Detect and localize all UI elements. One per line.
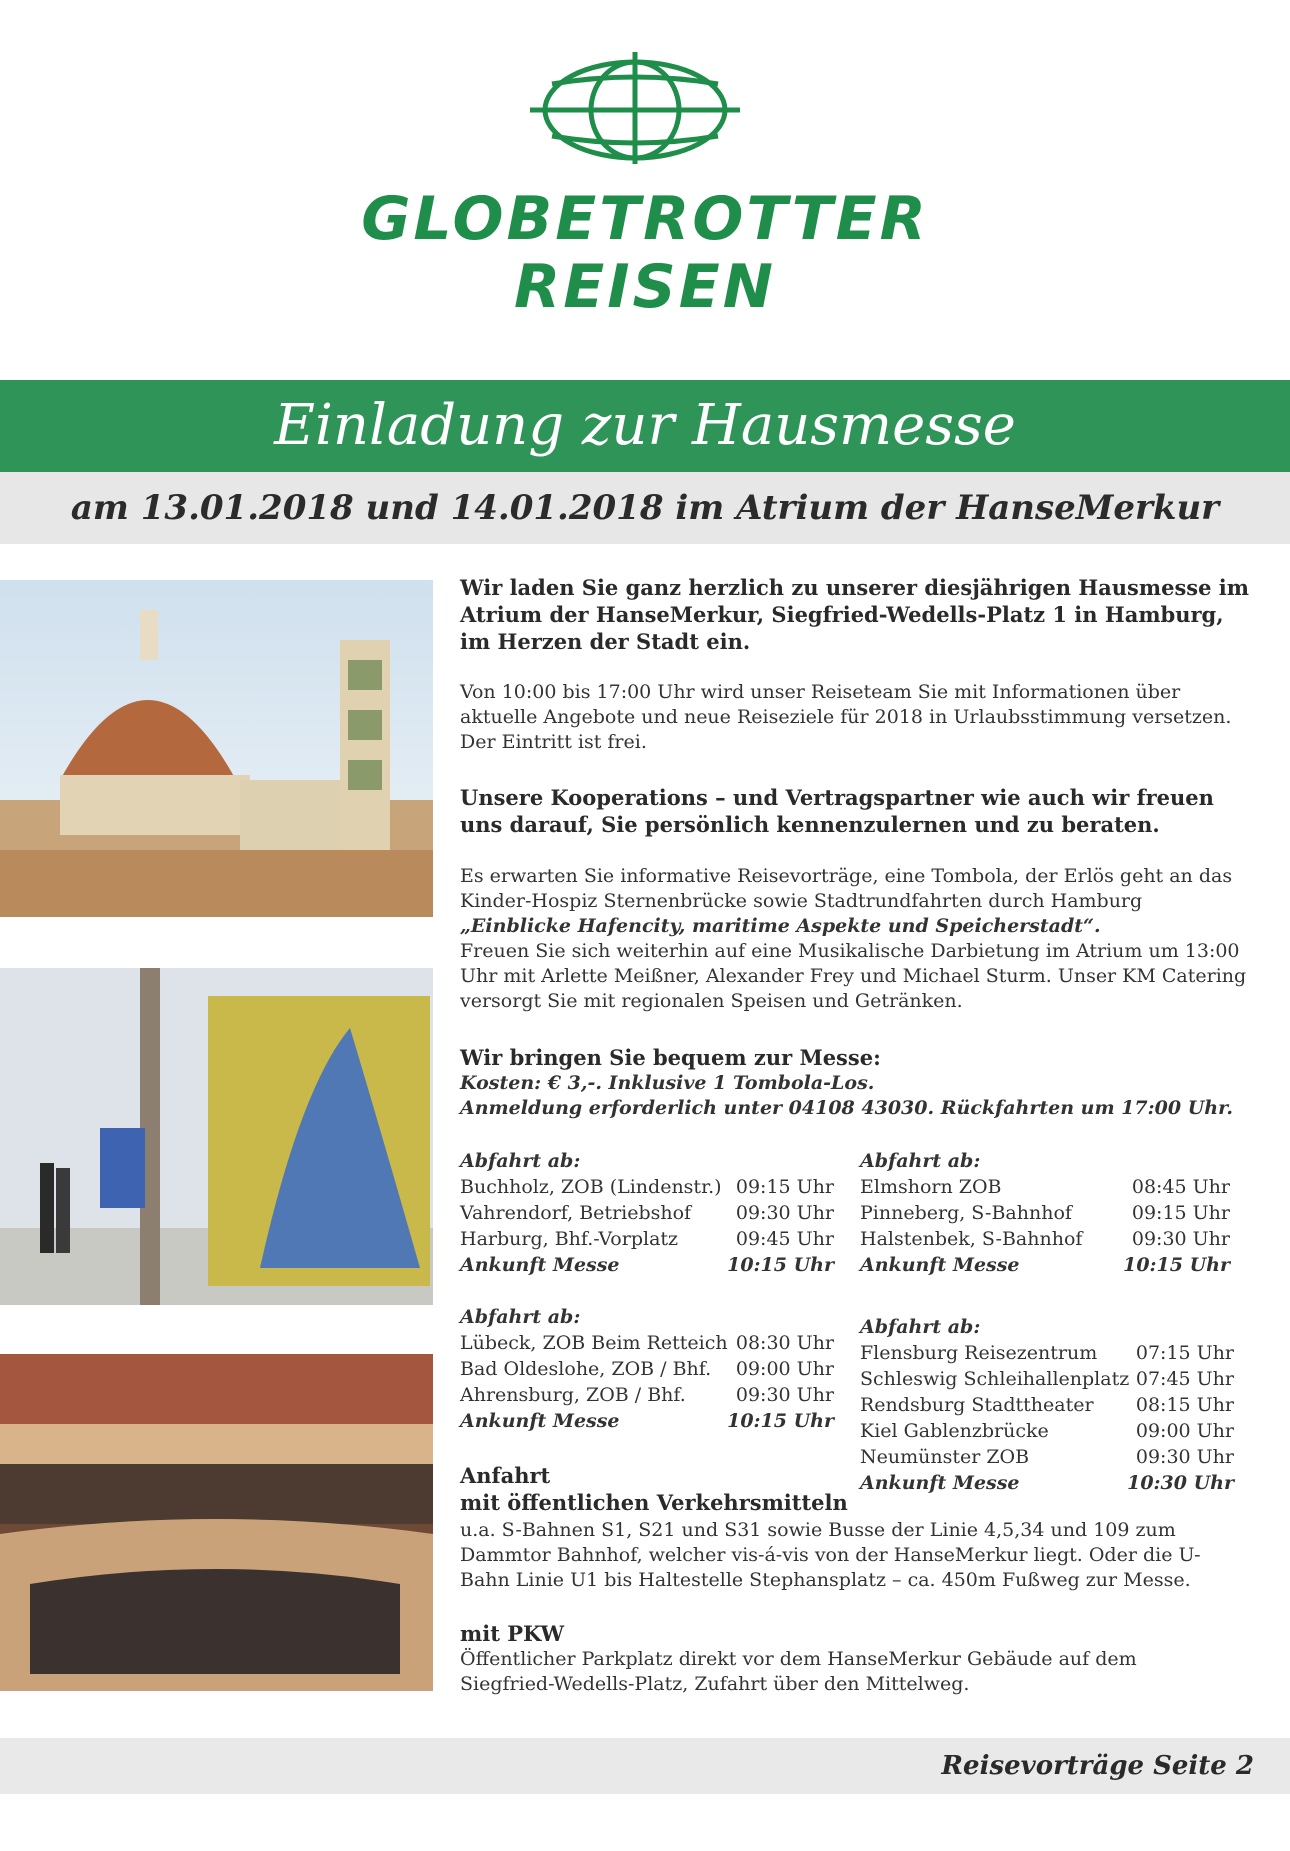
intro-lead: Wir laden Sie ganz herzlich zu unserer diesjährigen Hausmesse im Atrium der HanseMerkur, Siegfried-Wedells-Platz 1 in Hamburg, im Herzen der Stadt ein. [460, 575, 1249, 654]
route-table-2 [860, 1148, 1230, 1278]
program-tour-title: „Einblicke Hafencity, maritime Aspekte und Speicherstadt“. [460, 915, 1101, 937]
program-text-2: Freuen Sie sich weiterhin auf eine Musikalische Darbietung im Atrium um 13:00 Uhr mit Arlette Meißner, Alexander Frey und Michael Sturm. Unser KM Catering versorgt Sie mit regionalen Speisen und Getränken. [460, 940, 1247, 1012]
route-stop: Ahrensburg, ZOB / Bhf. 09:30 Uhr [460, 1384, 834, 1406]
footer-band [0, 1738, 1290, 1794]
route-stop: Elmshorn ZOB 08:45 Uhr [860, 1176, 1230, 1198]
route-table-3 [460, 1304, 834, 1434]
route-arrival: Ankunft Messe 10:15 Uhr [460, 1254, 834, 1276]
subtitle-band [0, 472, 1290, 544]
page-subtitle: am 13.01.2018 und 14.01.2018 im Atrium der HanseMerkur [70, 488, 1220, 528]
bus-cost: Kosten: € 3,-. Inklusive 1 Tombola-Los. [460, 1072, 875, 1094]
car-text: Öffentlicher Parkplatz direkt vor dem HanseMerkur Gebäude auf dem Siegfried-Wedells-Platz, Zufahrt über den Mittelweg. [460, 1648, 1137, 1695]
bus-heading: Wir bringen Sie bequem zur Messe: [460, 1045, 881, 1070]
route-stop: Bad Oldeslohe, ZOB / Bhf. 09:00 Uhr [460, 1358, 834, 1380]
title-band [0, 380, 1290, 472]
route-arrival: Ankunft Messe 10:15 Uhr [460, 1410, 834, 1432]
route-stop: Kiel Gablenzbrücke 09:00 Uhr [860, 1420, 1234, 1442]
program-text-1: Es erwarten Sie informative Reisevorträge, eine Tombola, der Erlös geht an das Kinder-Hospiz Sternenbrücke sowie Stadtrundfahrten durch Hamburg [460, 865, 1233, 912]
route-arrival: Ankunft Messe 10:30 Uhr [860, 1472, 1234, 1494]
florence-cathedral-photo [0, 580, 433, 917]
intro-hours: Von 10:00 bis 17:00 Uhr wird unser Reiseteam Sie mit Informationen über aktuelle Angebote und neue Reiseziele für 2018 in Urlaubsstimmung versetzen. Der Eintritt ist frei. [460, 681, 1232, 753]
public-transport-text: u.a. S-Bahnen S1, S21 und S31 sowie Busse der Linie 4,5,34 und 109 zum Dammtor Bahnhof, welcher vis-á-vis von der HanseMerkur liegt. Oder die U-Bahn Linie U1 bis Haltestelle Stephansplatz – ca. 450m Fußweg zur Messe. [460, 1519, 1201, 1591]
public-transport-heading: mit öffentlichen Verkehrsmitteln [460, 1490, 848, 1515]
brand-name-line1: GLOBETROTTER [361, 184, 929, 254]
route-stop: Rendsburg Stadttheater 08:15 Uhr [860, 1394, 1234, 1416]
departure-label: Abfahrt ab: [860, 1316, 981, 1338]
departure-label: Abfahrt ab: [860, 1150, 981, 1172]
departure-label: Abfahrt ab: [460, 1306, 581, 1328]
brand-name-line2: REISEN [514, 252, 776, 322]
route-arrival: Ankunft Messe 10:15 Uhr [860, 1254, 1230, 1276]
intro-partners: Unsere Kooperations – und Vertragspartner wie auch wir freuen uns darauf, Sie persönlich kennenzulernen und zu beraten. [460, 785, 1214, 837]
gallery-painting-photo [0, 968, 433, 1305]
bus-registration: Anmeldung erforderlich unter 04108 43030. Rückfahrten um 17:00 Uhr. [460, 1097, 1233, 1119]
route-stop: Neumünster ZOB 09:30 Uhr [860, 1446, 1234, 1468]
route-stop: Harburg, Bhf.-Vorplatz 09:45 Uhr [460, 1228, 834, 1250]
concert-hall-photo [0, 1354, 433, 1691]
car-heading: mit PKW [460, 1621, 565, 1646]
travel-heading: Anfahrt [460, 1463, 551, 1488]
route-table-1 [460, 1148, 834, 1278]
route-stop: Vahrendorf, Betriebshof 09:30 Uhr [460, 1202, 834, 1224]
route-stop: Lübeck, ZOB Beim Retteich 08:30 Uhr [460, 1332, 834, 1354]
route-stop: Schleswig Schleihallenplatz 07:45 Uhr [860, 1368, 1234, 1390]
page-title: Einladung zur Hausmesse [274, 393, 1016, 458]
route-stop: Pinneberg, S-Bahnhof 09:15 Uhr [860, 1202, 1230, 1224]
globe-logo-icon [530, 48, 740, 168]
departure-label: Abfahrt ab: [460, 1150, 581, 1172]
footer-page-label: Reisevorträge Seite 2 [941, 1751, 1254, 1781]
route-stop: Halstenbek, S-Bahnhof 09:30 Uhr [860, 1228, 1230, 1250]
route-table-4 [860, 1314, 1234, 1496]
route-stop: Buchholz, ZOB (Lindenstr.) 09:15 Uhr [460, 1176, 834, 1198]
route-stop: Flensburg Reisezentrum 07:15 Uhr [860, 1342, 1234, 1364]
